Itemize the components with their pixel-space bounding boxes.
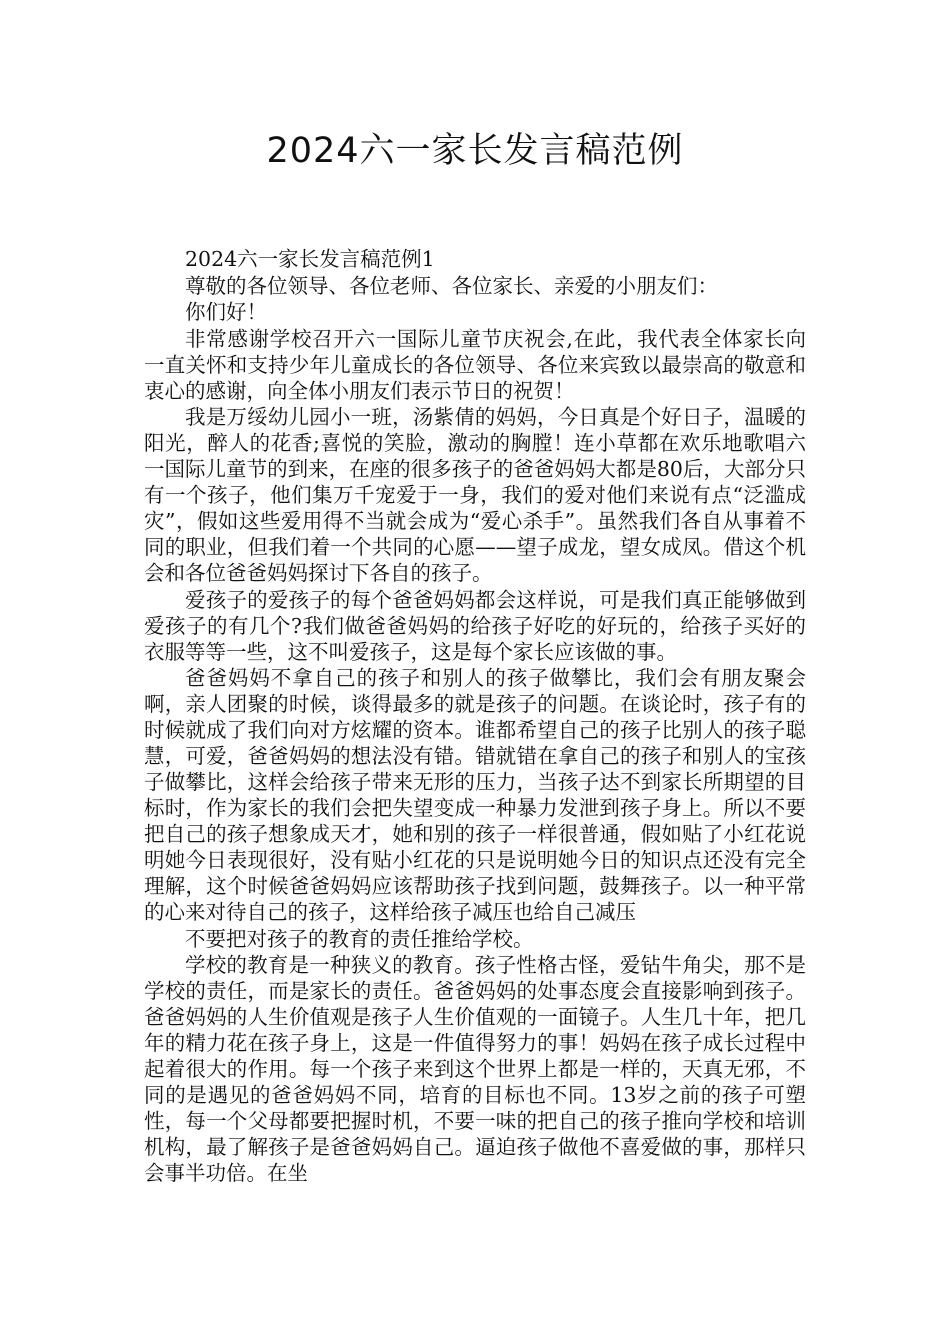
greeting: 你们好！ [185, 300, 267, 324]
body-paragraph: 我是万绥幼儿园小一班，汤紫倩的妈妈，今日真是个好日子，温暖的阳光，醉人的花香;喜悦的笑脸，激动的胸膛！连小草都在欢乐地歌唱六一国际儿童节的到来，在座的很多孩子的爸爸妈妈大都是80后，大部分只有一个孩子，他们集万千宠爱于一身，我们的爱对他们来说有点“泛滥成灾”，假如这些爱用得不当就会成为“爱心杀手”。虽然我们各自从事着不同的职业，但我们着一个共同的心愿——望子成龙，望女成凤。借这个机会和各位爸爸妈妈探讨下各自的孩子。 [144, 405, 806, 585]
body-paragraph: 爱孩子的爱孩子的每个爸爸妈妈都会这样说，可是我们真正能够做到爱孩子的有几个?我们做爸爸妈妈的给孩子好吃的好玩的，给孩子买好的衣服等等一些，这不叫爱孩子，这是每个家长应该做的事。 [144, 587, 806, 664]
body-paragraph: 非常感谢学校召开六一国际儿童节庆祝会,在此，我代表全体家长向一直关怀和支持少年儿童成长的各位领导、各位来宾致以最崇高的敬意和衷心的感谢，向全体小朋友们表示节日的祝贺！ [144, 326, 806, 403]
body-paragraph: 不要把对孩子的教育的责任推给学校。 [185, 926, 534, 951]
section-heading: 2024六一家长发言稿范例1 [185, 247, 435, 271]
body-paragraph: 爸爸妈妈不拿自己的孩子和别人的孩子做攀比，我们会有朋友聚会啊，亲人团聚的时候，谈得最多的就是孩子的问题。在谈论时，孩子有的时候就成了我们向对方炫耀的资本。谁都希望自己的孩子比别人的孩子聪慧，可爱，爸爸妈妈的想法没有错。错就错在拿自己的孩子和别人的宝孩子做攀比，这样会给孩子带来无形的压力，当孩子达不到家长所期望的目标时，作为家长的我们会把失望变成一种暴力发泄到孩子身上。所以不要把自己的孩子想象成天才，她和别的孩子一样很普通，假如贴了小红花说明她今日表现很好，没有贴小红花的只是说明她今日的知识点还没有完全理解，这个时候爸爸妈妈应该帮助孩子找到问题，鼓舞孩子。以一种平常的心来对待自己的孩子，这样给孩子减压也给自己减压 [144, 666, 806, 924]
document-body [144, 246, 806, 1186]
salutation: 尊敬的各位领导、各位老师、各位家长、亲爱的小朋友们： [185, 273, 718, 298]
body-paragraph: 学校的教育是一种狭义的教育。孩子性格古怪，爱钻牛角尖，那不是学校的责任，而是家长的责任。爸爸妈妈的处事态度会直接影响到孩子。爸爸妈妈的人生价值观是孩子人生价值观的一面镜子。人生几十年，把几年的精力花在孩子身上，这是一件值得努力的事！妈妈在孩子成长过程中起着很大的作用。每一个孩子来到这个世界上都是一样的，天真无邪，不同的是遇见的爸爸妈妈不同，培育的目标也不同。13岁之前的孩子可塑性，每一个父母都要把握时机，不要一味的把自己的孩子推向学校和培训机构，最了解孩子是爸爸妈妈自己。逼迫孩子做他不喜爱做的事，那样只会事半功倍。在坐 [144, 953, 806, 1185]
document-title: 2024六一家长发言稿范例 [266, 131, 684, 171]
